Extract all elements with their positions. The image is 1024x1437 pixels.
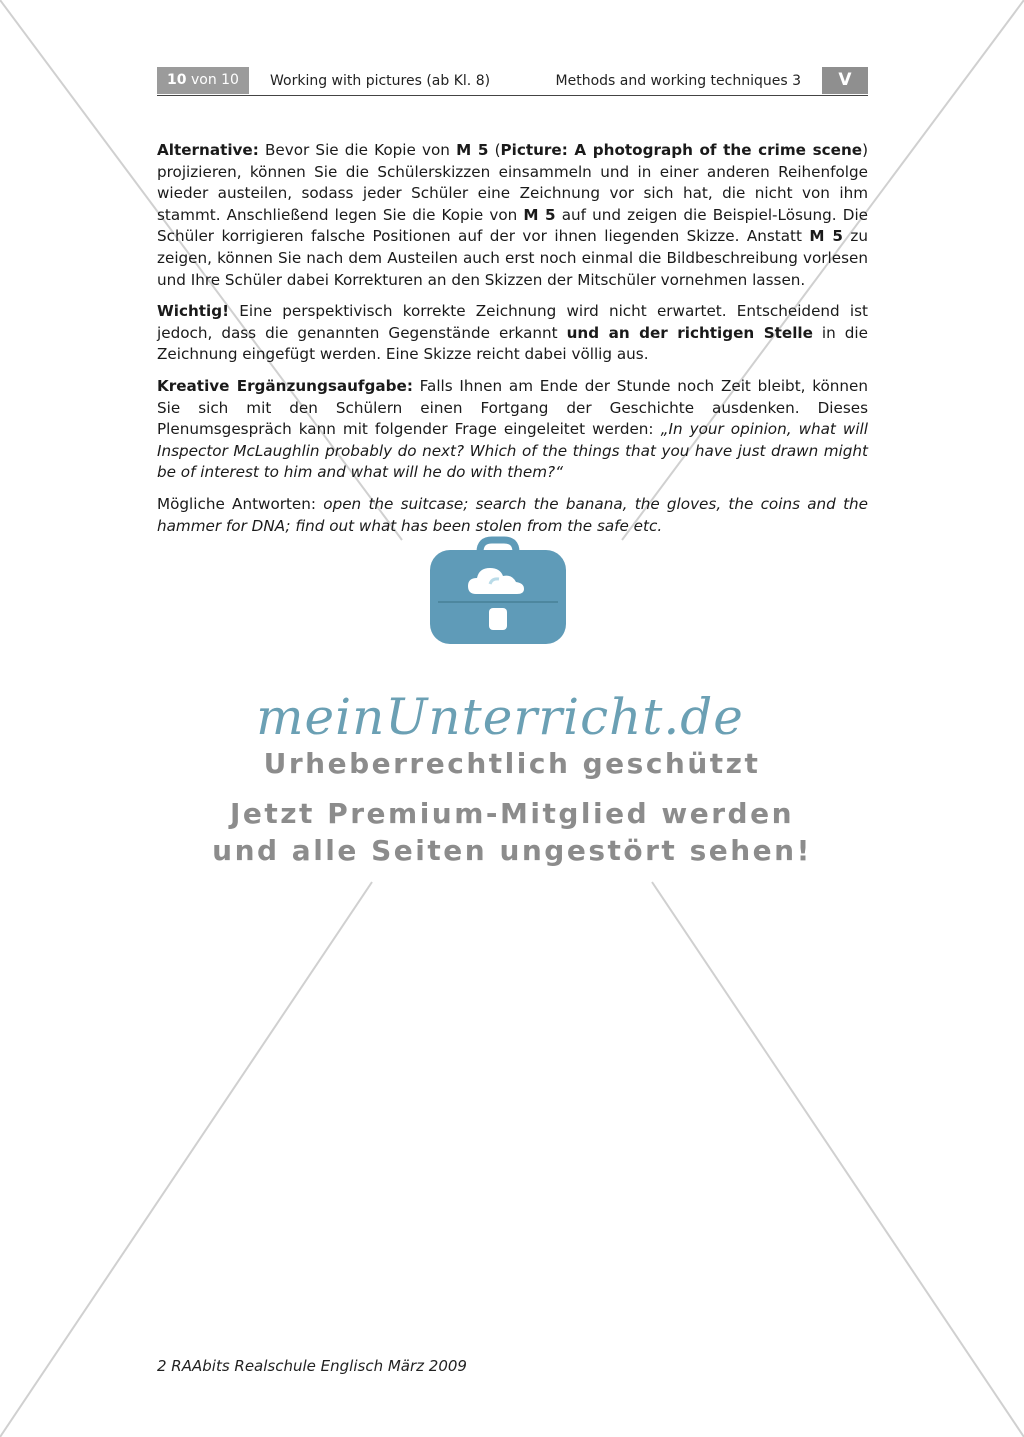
body-text [157, 140, 868, 547]
ref-picture-title: Picture: A photograph of the crime scene [500, 141, 863, 159]
header-title: Working with pictures (ab Kl. 8) [270, 73, 491, 89]
page-number: 10 [167, 72, 187, 88]
header-section: Methods and working techniques 3 [555, 73, 801, 89]
text-span: auf und zeigen die Beispiel-Lösung. Die Schüler korrigieren falsche Positionen auf der vor ihnen liegenden Skizze. Anstatt [157, 205, 869, 246]
ref-m5: M 5 [809, 227, 843, 246]
page-total: von 10 [190, 72, 239, 88]
text-span: ) projizieren, können Sie die Schülerskizzen einsammeln und in einer anderen Reihenfolge wieder austeilen, sodass jeder Schüler eine Zeichnung vor sich hat, die nicht von ihm stammt. Anschließend legen Sie die Kopie von [157, 141, 869, 224]
brand-logo-text: meinUnterricht.de [256, 688, 744, 746]
paragraph-alternative [157, 140, 868, 291]
text-span: Mögliche Antworten: [157, 494, 324, 513]
header-badge: V [822, 67, 868, 94]
page-header [157, 67, 868, 96]
text-span: Eine perspektivisch korrekte Zeichnung wird nicht erwartet. Entscheidend ist jedoch, dass die genannten Gegenstände erkannt [157, 302, 868, 342]
watermark-premium: Jetzt Premium-Mitglied werden [229, 797, 795, 830]
label-alternative: Alternative: [157, 141, 259, 159]
watermark-premium-2: und alle Seiten ungestört sehen! [212, 834, 812, 867]
answers-text: open the suitcase; search the banana, the gloves, the coins and the hammer for DNA; find out what has been stolen from the safe etc. [157, 494, 868, 535]
paragraph-wichtig [157, 301, 868, 366]
paragraph-kreative [157, 376, 868, 484]
paragraph-antworten [157, 494, 868, 537]
ref-m5: M 5 [456, 141, 489, 159]
page-footer: 2 RAAbits Realschule Englisch März 2009 [157, 1357, 467, 1375]
text-span: ( [488, 141, 501, 159]
emphasis-text: und an der richtigen Stelle [566, 323, 813, 342]
briefcase-cloud-icon [428, 536, 568, 646]
watermark-copyright: Urheberrechtlich geschützt [263, 747, 761, 780]
label-kreative: Kreative Ergänzungsaufgabe: [157, 376, 413, 395]
question-quote: „In your opinion, what will Inspector McLaughlin probably do next? Which of the things that you have just drawn might be of interest to him and what will he do with them?“ [157, 420, 868, 482]
page-number-box [157, 67, 249, 94]
text-span: Falls Ihnen am Ende der Stunde noch Zeit bleibt, können Sie sich mit den Schülern einen Fortgang der Geschichte ausdenken. Dieses Plenumsgespräch kann mit folgender Frage eingeleitet werden: [157, 376, 868, 439]
label-wichtig: Wichtig! [157, 302, 230, 321]
text-span: in die Zeichnung eingefügt werden. Eine Skizze reicht dabei völlig aus. [157, 323, 868, 364]
text-span: Bevor Sie die Kopie von [258, 141, 457, 159]
text-span: zu zeigen, können Sie nach dem Austeilen auch erst noch einmal die Bildbeschreibung vorlesen und Ihre Schüler dabei Korrekturen an den Skizzen der Mitschüler vornehmen lassen. [157, 227, 868, 289]
ref-m5: M 5 [523, 205, 556, 224]
